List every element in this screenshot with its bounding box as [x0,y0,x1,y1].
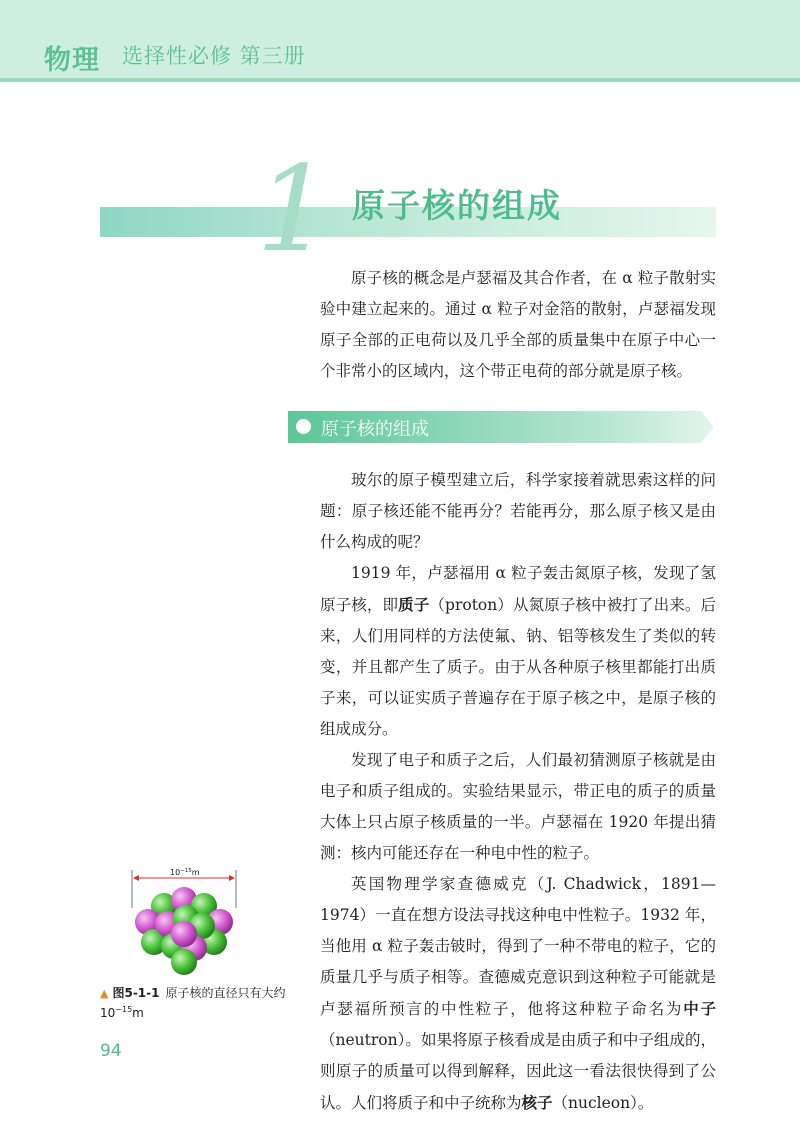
book-title: 物理 [44,45,100,76]
chapter-title: 原子核的组成 [352,186,562,225]
dimension-arrow-right-icon [229,875,235,881]
text-span: （nucleon）。 [552,1094,654,1112]
paragraph: 玻尔的原子模型建立后，科学家接着就思索这样的问题：原子核还能不能再分？若能再分，那么原子核又是由什么构成的呢？ [320,471,716,551]
term-nucleon: 核子 [521,1093,553,1112]
dimension-arrow-left-icon [133,875,139,881]
text-span: （neutron）。如果将原子核看成是由质子和中子组成的，则原子的质量可以得到解释，因此这一看法很快得到了公认。人们将质子和中子统称为 [320,1031,716,1112]
caption-exponent: −15 [115,1005,133,1014]
text-span: 英国物理学家查德威克（J. Chadwick，1891—1974）一直在想方设法寻找这种电中性粒子。1932 年，当他用 α 粒子轰击铍时，得到了一种不带电的粒子，它的质量几乎与质子相等。查德威克意识到这种粒子可能就是卢瑟福所预言的中性粒子，他将这种粒子命名为 [320,875,716,1018]
section-title: 原子核的组成 [321,419,429,440]
paragraph [320,558,716,745]
book-volume: 选择性必修 第三册 [122,44,306,68]
caption-triangle-icon: ▲ [100,987,109,1000]
text-span: （proton）从氮原子核中被打了出来。后来，人们用同样的方法使氟、钠、铝等核发生了类似的转变，并且都产生了质子。由于从各种原子核里都能打出质子来，可以证实质子普遍存在于原子核之中，是原子核的组成成分。 [320,596,716,738]
proton [171,921,197,947]
figure-caption [100,985,290,1021]
page-number: 94 [100,1041,122,1061]
intro-paragraph: 原子核的概念是卢瑟福及其合作者，在 α 粒子散射实验中建立起来的。通过 α 粒子对金箔的散射，卢瑟福发现原子全部的正电荷以及几乎全部的质量集中在原子中心一个非常小的区域内，这个带正电荷的部分就是原子核。 [320,269,716,380]
caption-text: 原子核的直径只有大约10 [100,986,286,1020]
paragraph [320,869,716,1119]
text-span: 1919 年，卢瑟福用 α 粒子轰击氮原子核，发现了氢原子核，即 [320,564,716,614]
intro-block [320,263,716,387]
section-bullet-icon [296,419,311,434]
figure-number: 图5-1-1 [112,986,160,1000]
main-text [320,465,716,1119]
dimension-label: $10^{-15}m$ [170,868,200,877]
term-proton: 质子 [398,595,430,614]
nucleus-figure [124,866,244,978]
caption-unit: m [132,1006,144,1020]
chapter-number: 1 [256,140,332,278]
term-neutron: 中子 [683,999,716,1018]
neutron [171,949,197,975]
paragraph: 发现了电子和质子之后，人们最初猜测原子核就是由电子和质子组成的。实验结果显示，带正电的质子的质量大体上只占原子核质量的一半。卢瑟福在 1920 年提出猜测：核内可能还存在一种电中性的粒子。 [320,751,716,862]
nucleus-ball-cluster [135,887,233,975]
page-header [0,0,800,82]
